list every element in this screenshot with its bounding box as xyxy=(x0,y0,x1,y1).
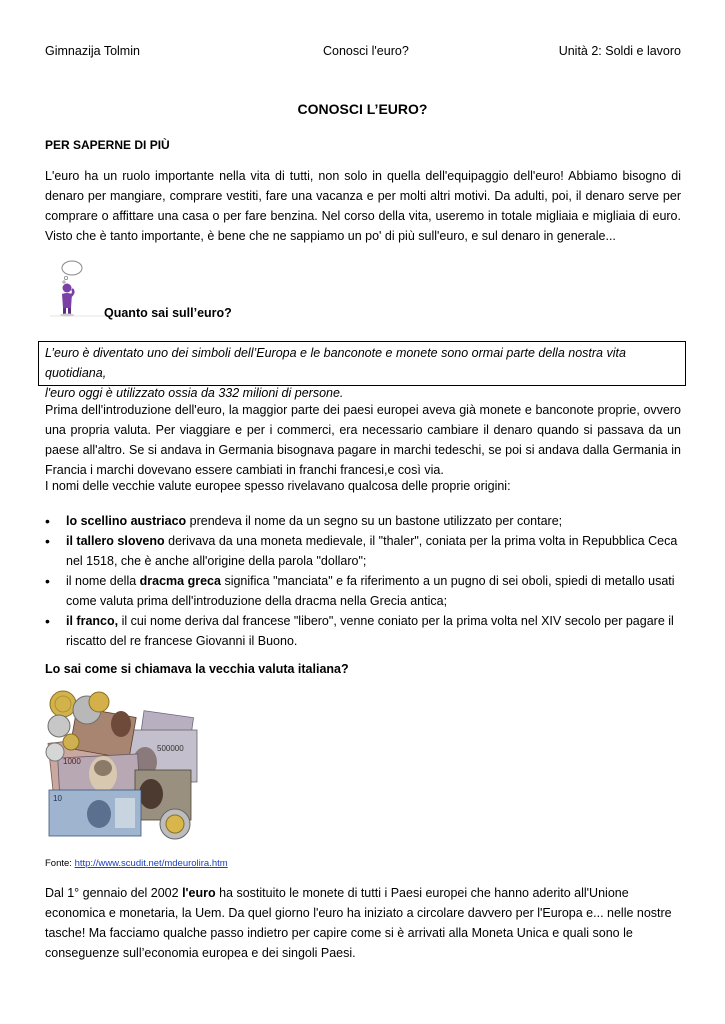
currency-prefix: il nome della xyxy=(66,574,140,588)
list-item xyxy=(45,531,681,571)
closing-paragraph xyxy=(45,883,681,963)
currency-desc: derivava da una moneta medievale, il "thaler", coniata per la prima volta in Repubblica Ceca nel 1518, che è anche all'origine della parola "dollaro"; xyxy=(66,534,678,568)
highlight-box xyxy=(38,341,686,400)
list-item xyxy=(45,611,681,651)
currency-desc: il cui nome deriva dal francese "libero", venne coniato per la prima volta nel XIV secolo per pagare il riscatto del re francese Giovanni il Buono. xyxy=(66,614,674,648)
list-item xyxy=(45,511,681,531)
quiz-label: Quanto sai sull’euro? xyxy=(104,306,232,320)
currency-list xyxy=(45,511,681,651)
currency-name: dracma greca xyxy=(139,574,221,588)
section-subtitle: PER SAPERNE DI PIÙ xyxy=(45,138,170,152)
closing-pre: Dal 1° gennaio del 2002 xyxy=(45,886,183,900)
list-item xyxy=(45,571,681,611)
currency-desc: prendeva il nome da un segno su un bastone utilizzato per contare; xyxy=(186,514,563,528)
names-intro: I nomi delle vecchie valute europee spesso rivelavano qualcosa delle proprie origini: xyxy=(45,479,511,493)
closing-post: ha sostituito le monete di tutti i Paesi europei che hanno aderito all'Unione economica e monetaria, la Uem. Da quel giorno l'euro ha iniziato a circolare davvero per l'Europa e... nelle nostre tasche! Ma facciamo qualche passo indietro per capire come si è arrivati alla Moneta Unica e quali sono le conseguenze sull’economia europea e dei singoli Paesi. xyxy=(45,886,672,960)
currency-name: il franco, xyxy=(66,614,119,628)
closing-bold: l'euro xyxy=(182,886,216,900)
intro-paragraph: L'euro ha un ruolo importante nella vita di tutti, non solo in quella dell'equipaggio dell'euro! Abbiamo bisogno di denaro per mangiare, comprare vestiti, fare una vacanza e per molti altri motivi. Da adulti, poi, il denaro serve per comprare o affittare una casa o per fare benzina. Nel corso della vita, useremo in totale migliaia e migliaia di euro. Visto che è tanto importante, è bene che ne sappiamo un po' di più sull'euro, e sul denaro in generale... xyxy=(45,169,681,243)
image-source xyxy=(45,858,228,869)
header-center: Conosci l'euro? xyxy=(323,44,409,58)
banknote-value-10: 10 xyxy=(53,794,62,803)
source-label: Fonte: xyxy=(45,858,75,869)
header-right: Unità 2: Soldi e lavoro xyxy=(558,44,681,58)
page-title: CONOSCI L’EURO? xyxy=(297,101,428,117)
header-left: Gimnazija Tolmin xyxy=(45,44,140,58)
currency-name: lo scellino austriaco xyxy=(66,514,187,528)
banknote-value-500000: 500000 xyxy=(157,744,184,753)
history-paragraph: Prima dell'introduzione dell'euro, la maggior parte dei paesi europei aveva già monete e banconote proprie, ovvero una propria valuta. Per viaggiare e per i commerci, era necessario cambiare il denaro quando si passava da un paese all'altro. Se si andava in Germania bisognava pagare in marchi tedeschi, se poi si andava dalla Germania in Francia i marchi dovevano essere cambiati in franchi francesi,e così via. xyxy=(45,403,681,477)
banknote-value-1000: 1000 xyxy=(63,757,81,766)
lira-question: Lo sai come si chiamava la vecchia valuta italiana? xyxy=(45,662,349,676)
thinking-figure-icon xyxy=(46,258,108,320)
source-link[interactable]: http://www.scudit.net/mdeurolira.htm xyxy=(74,858,228,869)
currency-desc: significa "manciata" e fa riferimento a un pugno di sei oboli, spiedi di metallo usati come valuta prima dell'introduzione della dracma nella Grecia antica; xyxy=(66,574,675,608)
currency-name: il tallero sloveno xyxy=(66,534,165,548)
box-line-1: L’euro è diventato uno dei simboli dell’Europa e le banconote e monete sono ormai parte della nostra vita quotidiana, xyxy=(45,346,626,380)
lira-coins-banknotes-image xyxy=(45,690,205,845)
box-line-2: l'euro oggi è utilizzato ossia da 332 milioni di persone. xyxy=(45,386,344,400)
